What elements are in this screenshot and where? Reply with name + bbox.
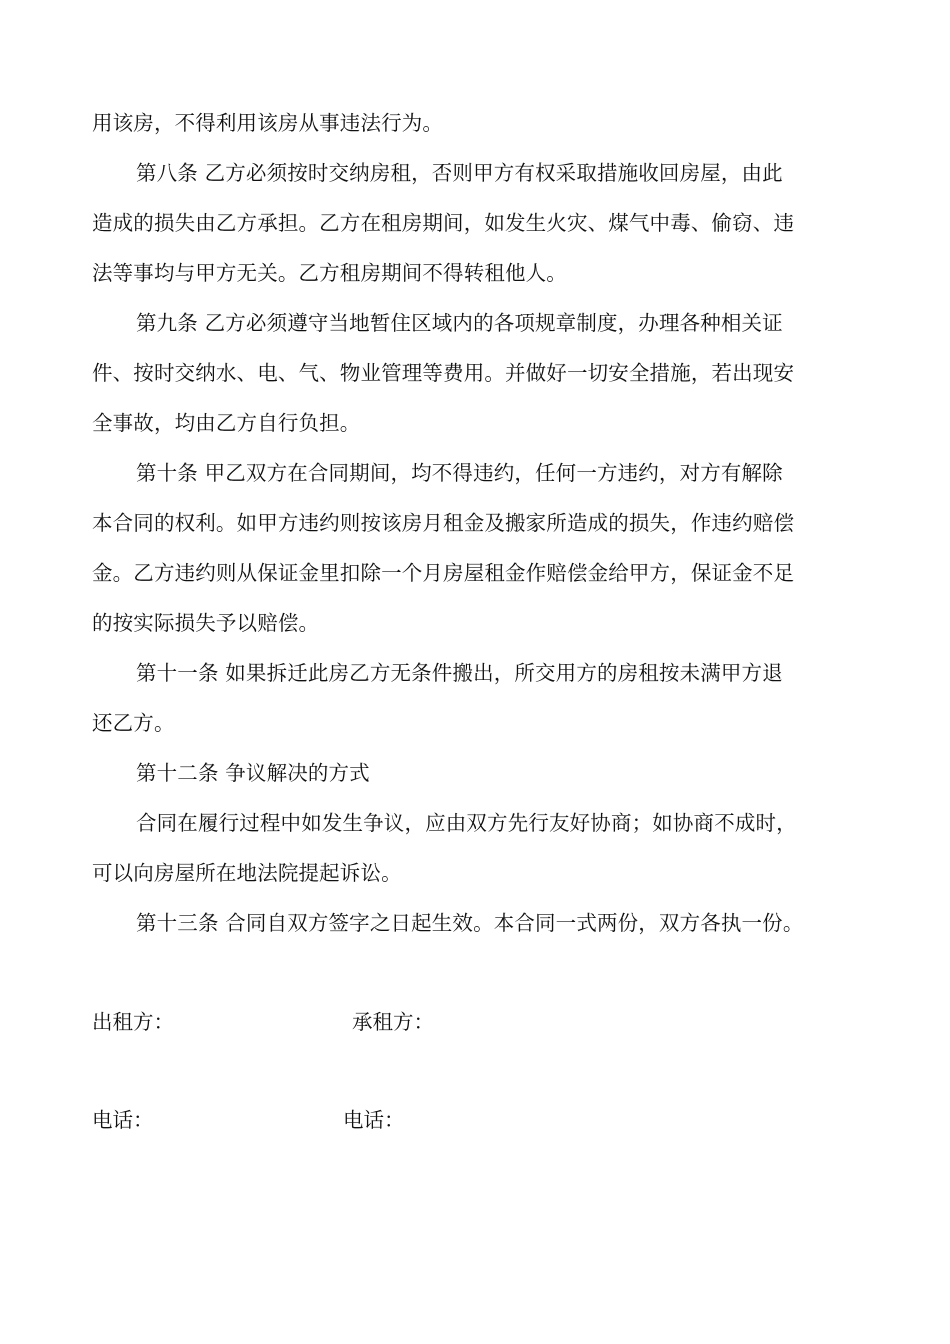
article-9-line: 第九条 乙方必须遵守当地暂住区域内的各项规章制度，办理各种相关证 (136, 311, 783, 335)
text-line: 还乙方。 (92, 711, 175, 735)
article-11-line: 第十一条 如果拆迁此房乙方无条件搬出，所交用方的房租按未满甲方退 (136, 661, 783, 685)
lessee-phone-label: 电话： (343, 1108, 405, 1132)
text-line: 的按实际损失予以赔偿。 (92, 611, 320, 635)
text-line: 合同在履行过程中如发生争议，应由双方先行友好协商；如协商不成时， (136, 811, 797, 835)
text-line: 全事故，均由乙方自行负担。 (92, 411, 361, 435)
article-12-heading: 第十二条 争议解决的方式 (136, 761, 370, 785)
article-10-line: 第十条 甲乙双方在合同期间，均不得违约，任何一方违约，对方有解除 (136, 461, 783, 485)
text-line: 本合同的权利。如甲方违约则按该房月租金及搬家所造成的损失，作违约赔偿 (92, 511, 795, 535)
lessee-label: 承租方： (352, 1010, 434, 1034)
article-8-line: 第八条 乙方必须按时交纳房租，否则甲方有权采取措施收回房屋，由此 (136, 161, 783, 185)
text-line: 金。乙方违约则从保证金里扣除一个月房屋租金作赔偿金给甲方，保证金不足 (92, 561, 795, 585)
text-line: 件、按时交纳水、电、气、物业管理等费用。并做好一切安全措施，若出现安 (92, 361, 795, 385)
article-13-line: 第十三条 合同自双方签字之日起生效。本合同一式两份，双方各执一份。 (136, 911, 804, 935)
text-line: 造成的损失由乙方承担。乙方在租房期间，如发生火灾、煤气中毒、偷窃、违 (92, 211, 795, 235)
lessor-label: 出租方： (92, 1010, 174, 1034)
lessor-phone-label: 电话： (92, 1108, 154, 1132)
text-line: 用该房，不得利用该房从事违法行为。 (92, 111, 444, 135)
text-line: 可以向房屋所在地法院提起诉讼。 (92, 861, 402, 885)
text-line: 法等事均与甲方无关。乙方租房期间不得转租他人。 (92, 261, 567, 285)
